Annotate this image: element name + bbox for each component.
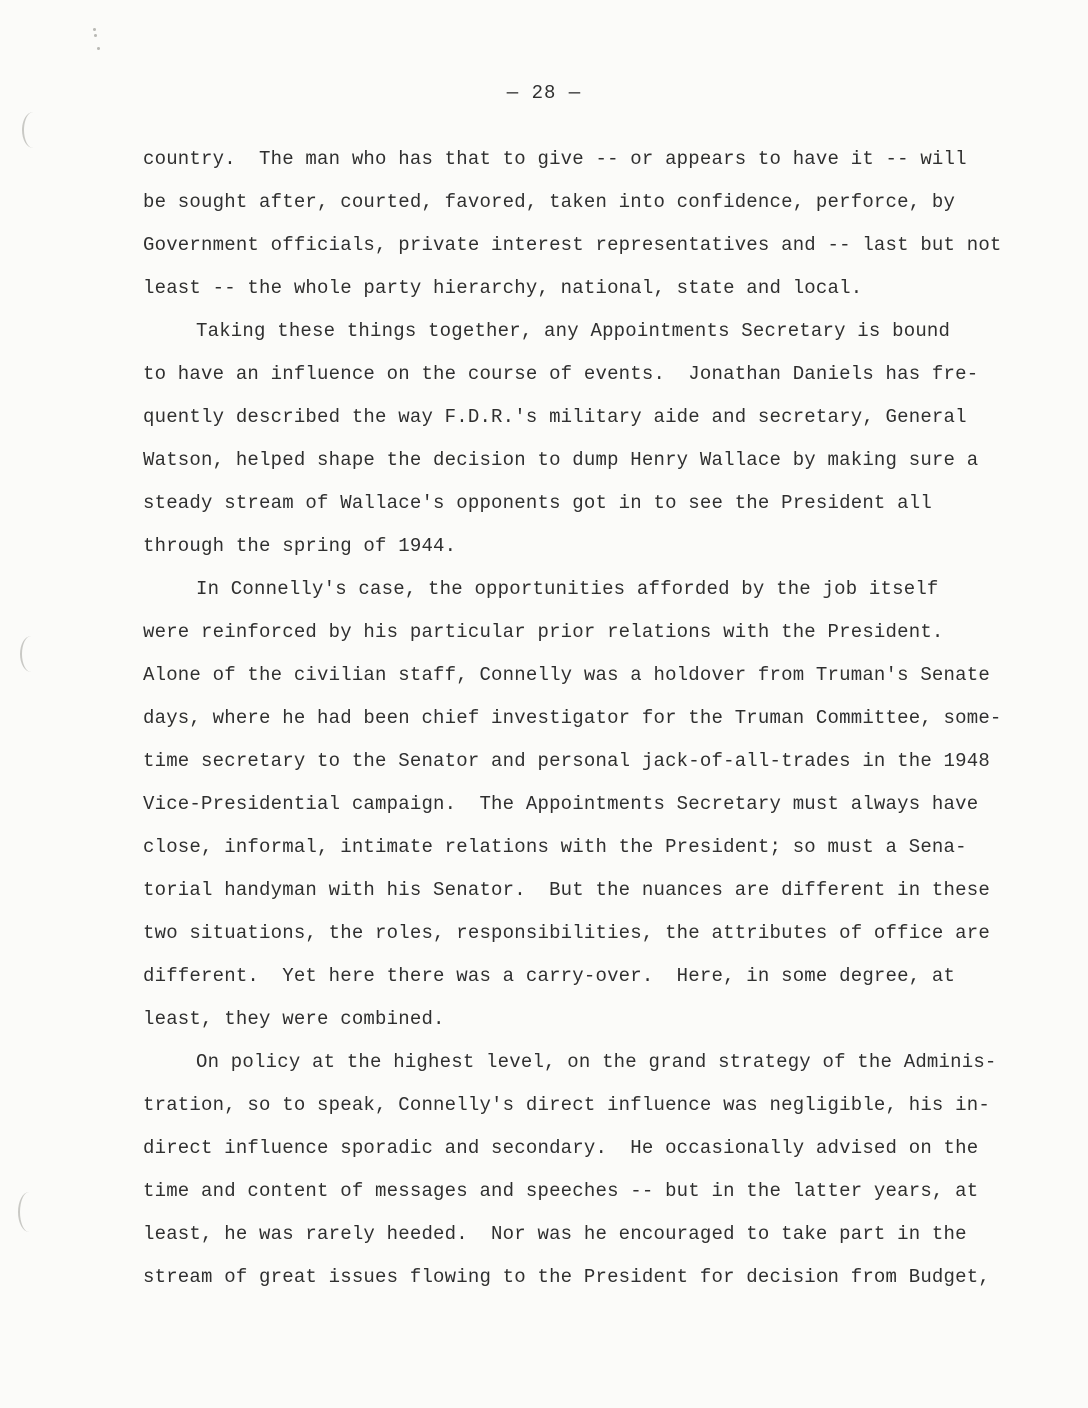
text-line: through the spring of 1944.	[143, 535, 457, 557]
punch-hole-mark-middle	[20, 636, 42, 672]
text-line: torial handyman with his Senator. But the nuances are different in these	[143, 879, 990, 901]
paper-speck	[93, 28, 96, 31]
text-line: Alone of the civilian staff, Connelly was a holdover from Truman's Senate	[143, 664, 990, 686]
text-line: Vice-Presidential campaign. The Appointments Secretary must always have	[143, 793, 979, 815]
text-line: steady stream of Wallace's opponents got in to see the President all	[143, 492, 932, 514]
paragraph-first-line: Taking these things together, any Appointments Secretary is bound	[196, 320, 951, 342]
text-line: days, where he had been chief investigator for the Truman Committee, some-	[143, 707, 1002, 729]
text-line: Government officials, private interest representatives and -- last but not	[143, 234, 1002, 256]
paragraph-first-line: In Connelly's case, the opportunities afforded by the job itself	[196, 578, 939, 600]
text-line: time secretary to the Senator and personal jack-of-all-trades in the 1948	[143, 750, 990, 772]
page-number: — 28 —	[506, 82, 582, 104]
text-line: two situations, the roles, responsibilities, the attributes of office are	[143, 922, 990, 944]
text-line: to have an influence on the course of events. Jonathan Daniels has fre-	[143, 363, 979, 385]
paragraph-first-line: On policy at the highest level, on the grand strategy of the Adminis-	[196, 1051, 997, 1073]
text-line: tration, so to speak, Connelly's direct influence was negligible, his in-	[143, 1094, 990, 1116]
punch-hole-mark-bottom	[18, 1192, 40, 1232]
punch-hole-mark-top	[22, 112, 44, 148]
paper-speck	[97, 47, 100, 50]
text-line: least -- the whole party hierarchy, national, state and local.	[143, 277, 863, 299]
text-line: least, they were combined.	[143, 1008, 445, 1030]
text-line: were reinforced by his particular prior relations with the President.	[143, 621, 944, 643]
text-line: quently described the way F.D.R.'s military aide and secretary, General	[143, 406, 967, 428]
text-line: stream of great issues flowing to the President for decision from Budget,	[143, 1266, 990, 1288]
text-line: country. The man who has that to give -- or appears to have it -- will	[143, 148, 967, 170]
text-line: be sought after, courted, favored, taken into confidence, perforce, by	[143, 191, 956, 213]
paper-speck	[94, 34, 97, 37]
text-line: time and content of messages and speeches -- but in the latter years, at	[143, 1180, 979, 1202]
text-line: least, he was rarely heeded. Nor was he encouraged to take part in the	[143, 1223, 967, 1245]
text-line: close, informal, intimate relations with the President; so must a Sena-	[143, 836, 967, 858]
text-line: different. Yet here there was a carry-over. Here, in some degree, at	[143, 965, 956, 987]
text-line: direct influence sporadic and secondary. He occasionally advised on the	[143, 1137, 979, 1159]
text-line: Watson, helped shape the decision to dump Henry Wallace by making sure a	[143, 449, 979, 471]
